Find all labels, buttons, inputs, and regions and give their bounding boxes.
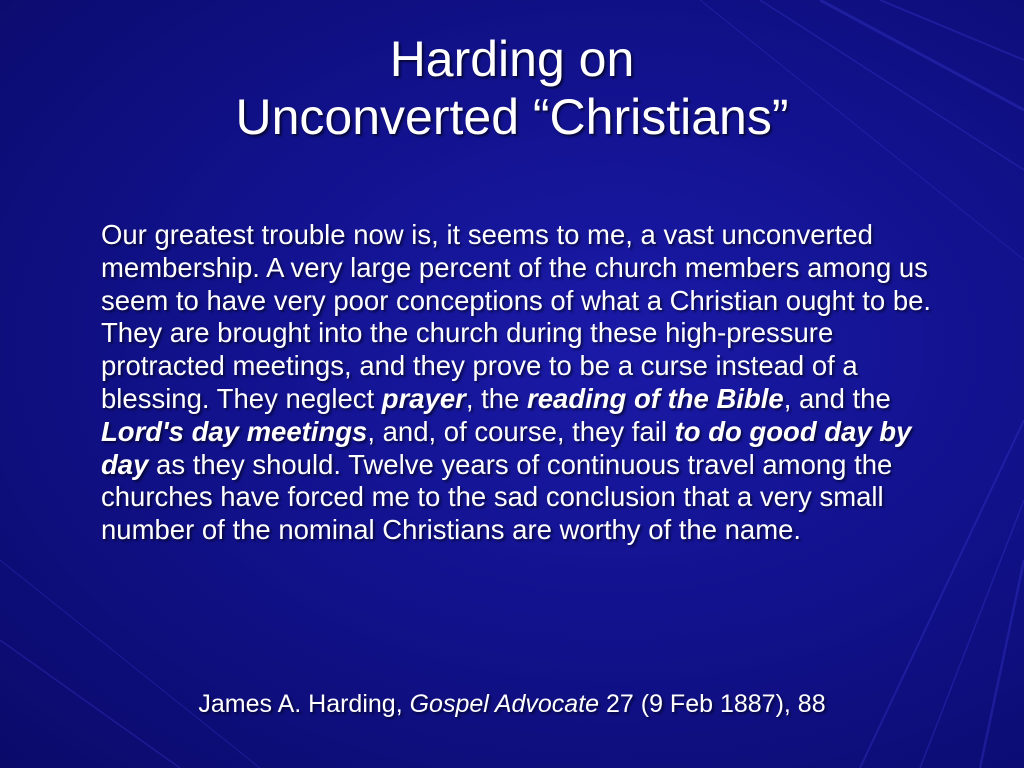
quote-emphasis-reading-bible: reading of the Bible — [527, 382, 784, 414]
citation-publication: Gospel Advocate — [409, 690, 600, 718]
title-line-2: Unconverted “Christians” — [235, 89, 789, 145]
quote-text-3: , and the — [783, 382, 891, 414]
title-line-1: Harding on — [389, 31, 635, 87]
slide-title — [0, 30, 1024, 146]
quote-text-2: , the — [465, 382, 528, 414]
citation-details: 27 (9 Feb 1887), 88 — [599, 690, 826, 718]
quote-text-5: as they should. Twelve years of continuous travel among the churches have forced me to the sad conclusion that a very small number of the nominal Christians are worthy of the name. — [101, 448, 893, 546]
quote-text-1: Our greatest trouble now is, it seems to me, a vast unconverted membership. A very large percent of the church members among us seem to have very poor conceptions of what a Christian ought to be. They are brought into the church during these high-pressure protracted meetings, and they prove to be a curse instead of a blessing. They neglect — [101, 219, 932, 414]
quote-text-4: , and, of course, they fail — [367, 415, 675, 447]
citation-author: James A. Harding, — [198, 690, 410, 718]
quote-emphasis-prayer: prayer — [381, 382, 466, 414]
citation — [0, 688, 1024, 720]
quote-paragraph — [101, 219, 951, 547]
quote-emphasis-lords-day: Lord's day meetings — [101, 415, 368, 447]
quote-emphasis-do-good: to do good day by day — [101, 415, 912, 480]
